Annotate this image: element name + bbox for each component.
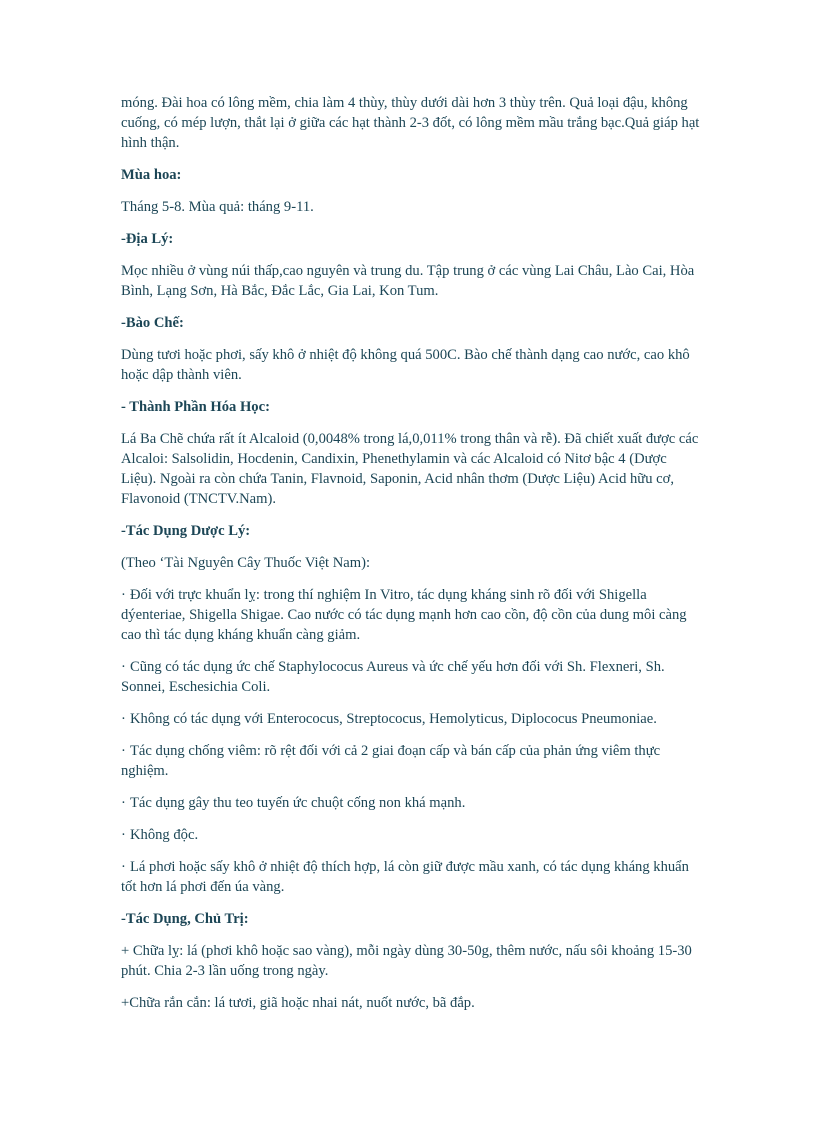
bullet-item: [121, 657, 701, 697]
bullet-text: Không có tác dụng với Enterococus, Streptococus, Hemolyticus, Diplococus Pneumoniae.: [130, 711, 657, 727]
bullet-text: Tác dụng chống viêm: rõ rệt đối với cả 2 giai đoạn cấp và bán cấp của phản ứng viêm thực nghiệm.: [121, 743, 661, 779]
paragraph-flower-fruit-description: móng. Đài hoa có lông mềm, chia làm 4 thùy, thùy dưới dài hơn 3 thùy trên. Quả loại đậu, không cuống, có mép lượn, thắt lại ở giữa các hạt thành 2-3 đốt, có lông mềm mầu trắng bạc.Quả giáp hạt hình thận.: [121, 95, 700, 151]
bullet-item: [121, 709, 701, 729]
bullet-item: [121, 741, 701, 781]
bullet-item: [121, 793, 701, 813]
paragraph-dysentery-treatment: + Chữa lỵ: lá (phơi khô hoặc sao vàng), mỗi ngày dùng 30-50g, thêm nước, nấu sôi khoảng 15-30 phút. Chia 2-3 lần uống trong ngày.: [121, 943, 692, 979]
heading-chemical-composition: - Thành Phần Hóa Học:: [121, 399, 270, 415]
paragraph-preparation: Dùng tươi hoặc phơi, sấy khô ở nhiệt độ không quá 500C. Bào chế thành dạng cao nước, cao khô hoặc dập thành viên.: [121, 347, 690, 383]
heading-geography: -Địa Lý:: [121, 231, 174, 247]
paragraph-flowering-season: Tháng 5-8. Mùa quả: tháng 9-11.: [121, 199, 314, 215]
heading-flowering-season: Mùa hoa:: [121, 167, 182, 183]
bullet-text: Lá phơi hoặc sấy khô ở nhiệt độ thích hợp, lá còn giữ được mầu xanh, có tác dụng kháng khuẩn tốt hơn lá phơi đến úa vàng.: [121, 859, 689, 895]
bullet-text: Cũng có tác dụng ức chế Staphylococus Aureus và ức chế yếu hơn đối với Sh. Flexneri, Sh. Sonnei, Eschesichia Coli.: [121, 659, 665, 695]
bullet-text: Không độc.: [130, 827, 199, 843]
bullet-item: [121, 825, 701, 845]
bullet-symbol: ·: [121, 743, 126, 759]
bullet-symbol: ·: [121, 827, 126, 843]
bullet-symbol: ·: [121, 711, 126, 727]
bullet-item: [121, 857, 701, 897]
bullet-text: Tác dụng gây thu teo tuyến ức chuột cống non khá mạnh.: [130, 795, 466, 811]
paragraph-snakebite-treatment: +Chữa rắn cắn: lá tươi, giã hoặc nhai nát, nuốt nước, bã đắp.: [121, 995, 475, 1011]
paragraph-chemical-composition: Lá Ba Chẽ chứa rất ít Alcaloid (0,0048% trong lá,0,011% trong thân và rễ). Đã chiết xuất được các Alcaloi: Salsolidin, Hocdenin, Candixin, Phenethylamin và các Alcaloid có Nitơ bậc 4 (Dược Liệu). Ngoài ra còn chứa Tanin, Flavnoid, Saponin, Acid nhân thơm (Dược Liệu) Acid hữu cơ, Flavonoid (TNCTV.Nam).: [121, 431, 699, 507]
bullet-symbol: ·: [121, 659, 126, 675]
heading-uses-indications: -Tác Dụng, Chủ Trị:: [121, 911, 249, 927]
bullet-symbol: ·: [121, 859, 126, 875]
paragraph-geography: Mọc nhiều ở vùng núi thấp,cao nguyên và trung du. Tập trung ở các vùng Lai Châu, Lào Cai, Hòa Bình, Lạng Sơn, Hà Bắc, Đắc Lắc, Gia Lai, Kon Tum.: [121, 263, 695, 299]
bullet-item: [121, 585, 701, 645]
heading-preparation: -Bào Chế:: [121, 315, 184, 331]
bullet-symbol: ·: [121, 795, 126, 811]
document-body: [121, 93, 701, 1025]
paragraph-source-reference: (Theo ‘Tài Nguyên Cây Thuốc Việt Nam):: [121, 555, 371, 571]
heading-pharmacological-effects: -Tác Dụng Dược Lý:: [121, 523, 251, 539]
bullet-text: Đối với trực khuẩn lỵ: trong thí nghiệm In Vitro, tác dụng kháng sinh rõ đối với Shigella dýenteriae, Shigella Shigae. Cao nước có tác dụng mạnh hơn cao cồn, độ cồn của dung môi càng cao thì tác dụng kháng khuẩn càng giảm.: [121, 587, 687, 643]
bullet-symbol: ·: [121, 587, 126, 603]
